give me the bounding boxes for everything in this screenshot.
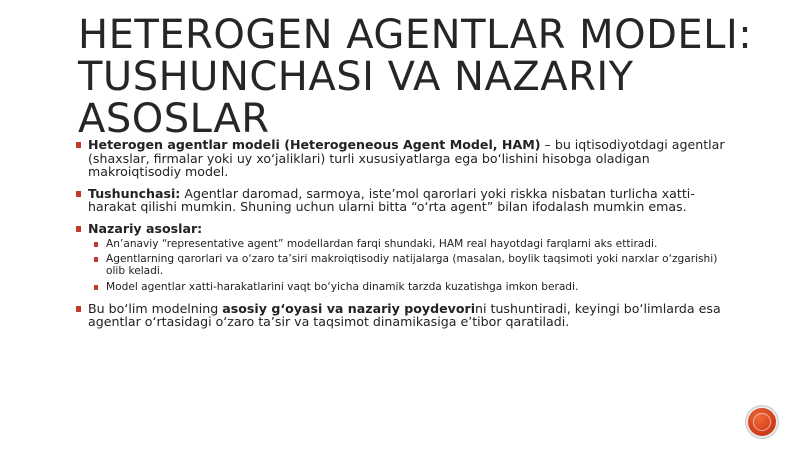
sub-bullet-list bbox=[88, 239, 736, 294]
square-bullet-icon bbox=[94, 285, 98, 290]
bullet-bold-text: asosiy g‘oyasi va nazariy poydevori bbox=[222, 300, 476, 316]
circle-icon bbox=[753, 413, 771, 431]
bullet-bold-text: Heterogen agentlar modeli (Heterogeneous Agent Model, HAM) bbox=[88, 137, 541, 152]
sub-bullet-text: Model agentlar xatti-harakatlarini vaqt bo‘yicha dinamik tarzda kuzatishga imkon beradi. bbox=[106, 280, 579, 293]
bullet-item bbox=[76, 187, 736, 214]
square-bullet-icon bbox=[94, 242, 98, 247]
slide-content bbox=[76, 138, 736, 337]
square-bullet-icon bbox=[76, 306, 81, 312]
square-bullet-icon bbox=[76, 191, 81, 197]
bullet-item bbox=[76, 302, 736, 329]
slide-title: HETEROGEN AGENTLAR MODELI: TUSHUNCHASI VA NAZARIY ASOSLAR bbox=[78, 12, 753, 142]
sub-bullet-item bbox=[88, 239, 736, 251]
square-bullet-icon bbox=[76, 142, 81, 148]
bullet-item bbox=[76, 138, 736, 179]
sub-bullet-text: An’anaviy “representative agent” modellardan farqi shundaki, HAM real hayotdagi farqlarni aks ettiradi. bbox=[106, 237, 658, 250]
bullet-text: – bu iqtisodiyotdagi agentlar (shaxslar, firmalar yoki uy xo‘jaliklari) turli xususiyatlarga ega bo‘lishini hisobga oladigan makroiqtisodiy model. bbox=[88, 137, 725, 180]
bullet-item bbox=[76, 222, 736, 294]
sub-bullet-item bbox=[88, 282, 736, 294]
bullet-pre-text: Bu bo‘lim modelning bbox=[88, 300, 223, 316]
bullet-bold-text: Nazariy asoslar: bbox=[88, 220, 203, 236]
square-bullet-icon bbox=[94, 257, 98, 262]
slide-nav-button[interactable] bbox=[748, 408, 776, 436]
bullet-text: ni tushuntiradi, keyingi bo‘limlarda esa agentlar o‘rtasidagi o‘zaro ta’sir va taqsimot dinamikasiga e’tibor qaratiladi. bbox=[88, 300, 721, 330]
square-bullet-icon bbox=[76, 226, 81, 232]
bullet-text: Agentlar daromad, sarmoya, iste’mol qarorlari yoki riskka nisbatan turlicha xatti-harakat qilishi mumkin. Shuning uchun ularni bitta “o‘rta agent” bilan ifodalash mumkin emas. bbox=[88, 185, 695, 215]
bullet-bold-text: Tushunchasi: bbox=[88, 185, 181, 201]
sub-bullet-text: Agentlarning qarorlari va o‘zaro ta’siri makroiqtisodiy natijalarga (masalan, boylik taqsimoti yoki narxlar o‘zgarishi) olib keladi. bbox=[106, 253, 718, 278]
sub-bullet-item bbox=[88, 254, 736, 278]
